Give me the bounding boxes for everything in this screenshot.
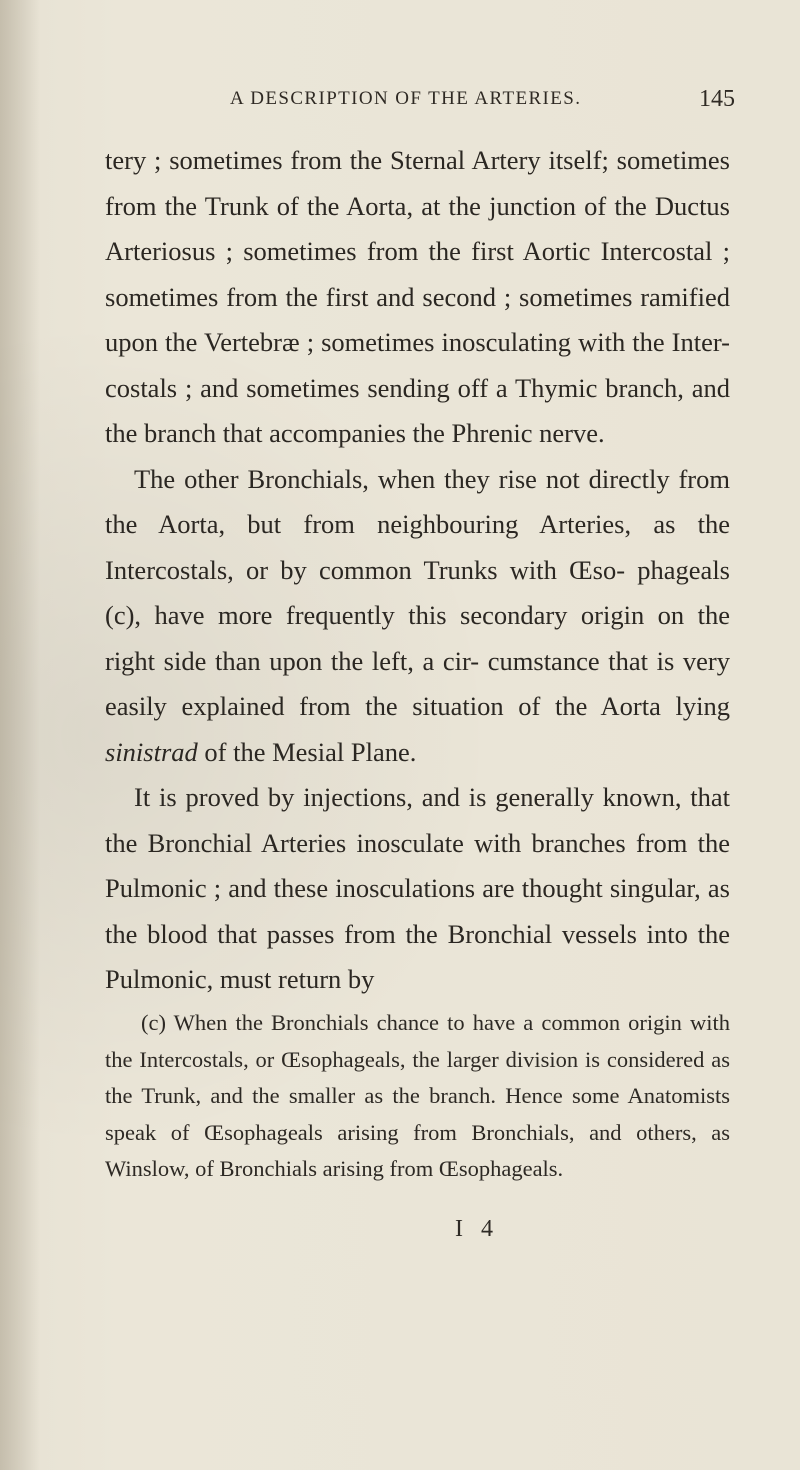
signature-mark: I 4	[455, 1216, 499, 1242]
footnote: (c) When the Bronchials chance to have a common origin with the Intercostals, or Œsophageals, the larger division is considered as the Trunk, and the smaller as the branch. Hence some Anatomists speak of Œsophageals arising from Bronchials, and others, as Winslow, of Bronchials arising from Œsophageals.	[105, 1010, 730, 1181]
page-number: 145	[699, 86, 735, 112]
running-title: A DESCRIPTION OF THE ARTERIES.	[230, 88, 582, 109]
paragraph-2	[105, 457, 730, 776]
paragraph-2-tail: of the Mesial Plane.	[197, 736, 417, 767]
paragraph-2-italic: sinistrad	[105, 736, 198, 767]
paragraph-3: It is proved by injections, and is generally known, that the Bronchial Arteries inosculate with branches from the Pulmonic ; and these inosculations are thought singular, as the blood that passes from the Bronchial vessels into the Pulmonic, must return by	[105, 782, 730, 994]
main-text	[105, 138, 730, 1003]
page-spine-shadow	[0, 0, 40, 1470]
paragraph-1: tery ; sometimes from the Sternal Artery itself; sometimes from the Trunk of the Aorta, at the junction of the Ductus Arteriosus ; sometimes from the first Aortic Intercostal ; sometimes from the first and second ; sometimes ramified upon the Vertebræ ; sometimes inosculating with the Inter- costals ; and sometimes sending off a Thymic branch, and the branch that accompanies the Phrenic nerve.	[105, 145, 730, 448]
paragraph-2-text: The other Bronchials, when they rise not directly from the Aorta, but from neighbouring Arteries, as the Intercostals, or by common Trunks with Œso- phageals (c), have more frequently this secondary origin on the right side than upon the left, a cir- cumstance that is very easily explained from the situation of the Aorta lying	[105, 463, 730, 721]
